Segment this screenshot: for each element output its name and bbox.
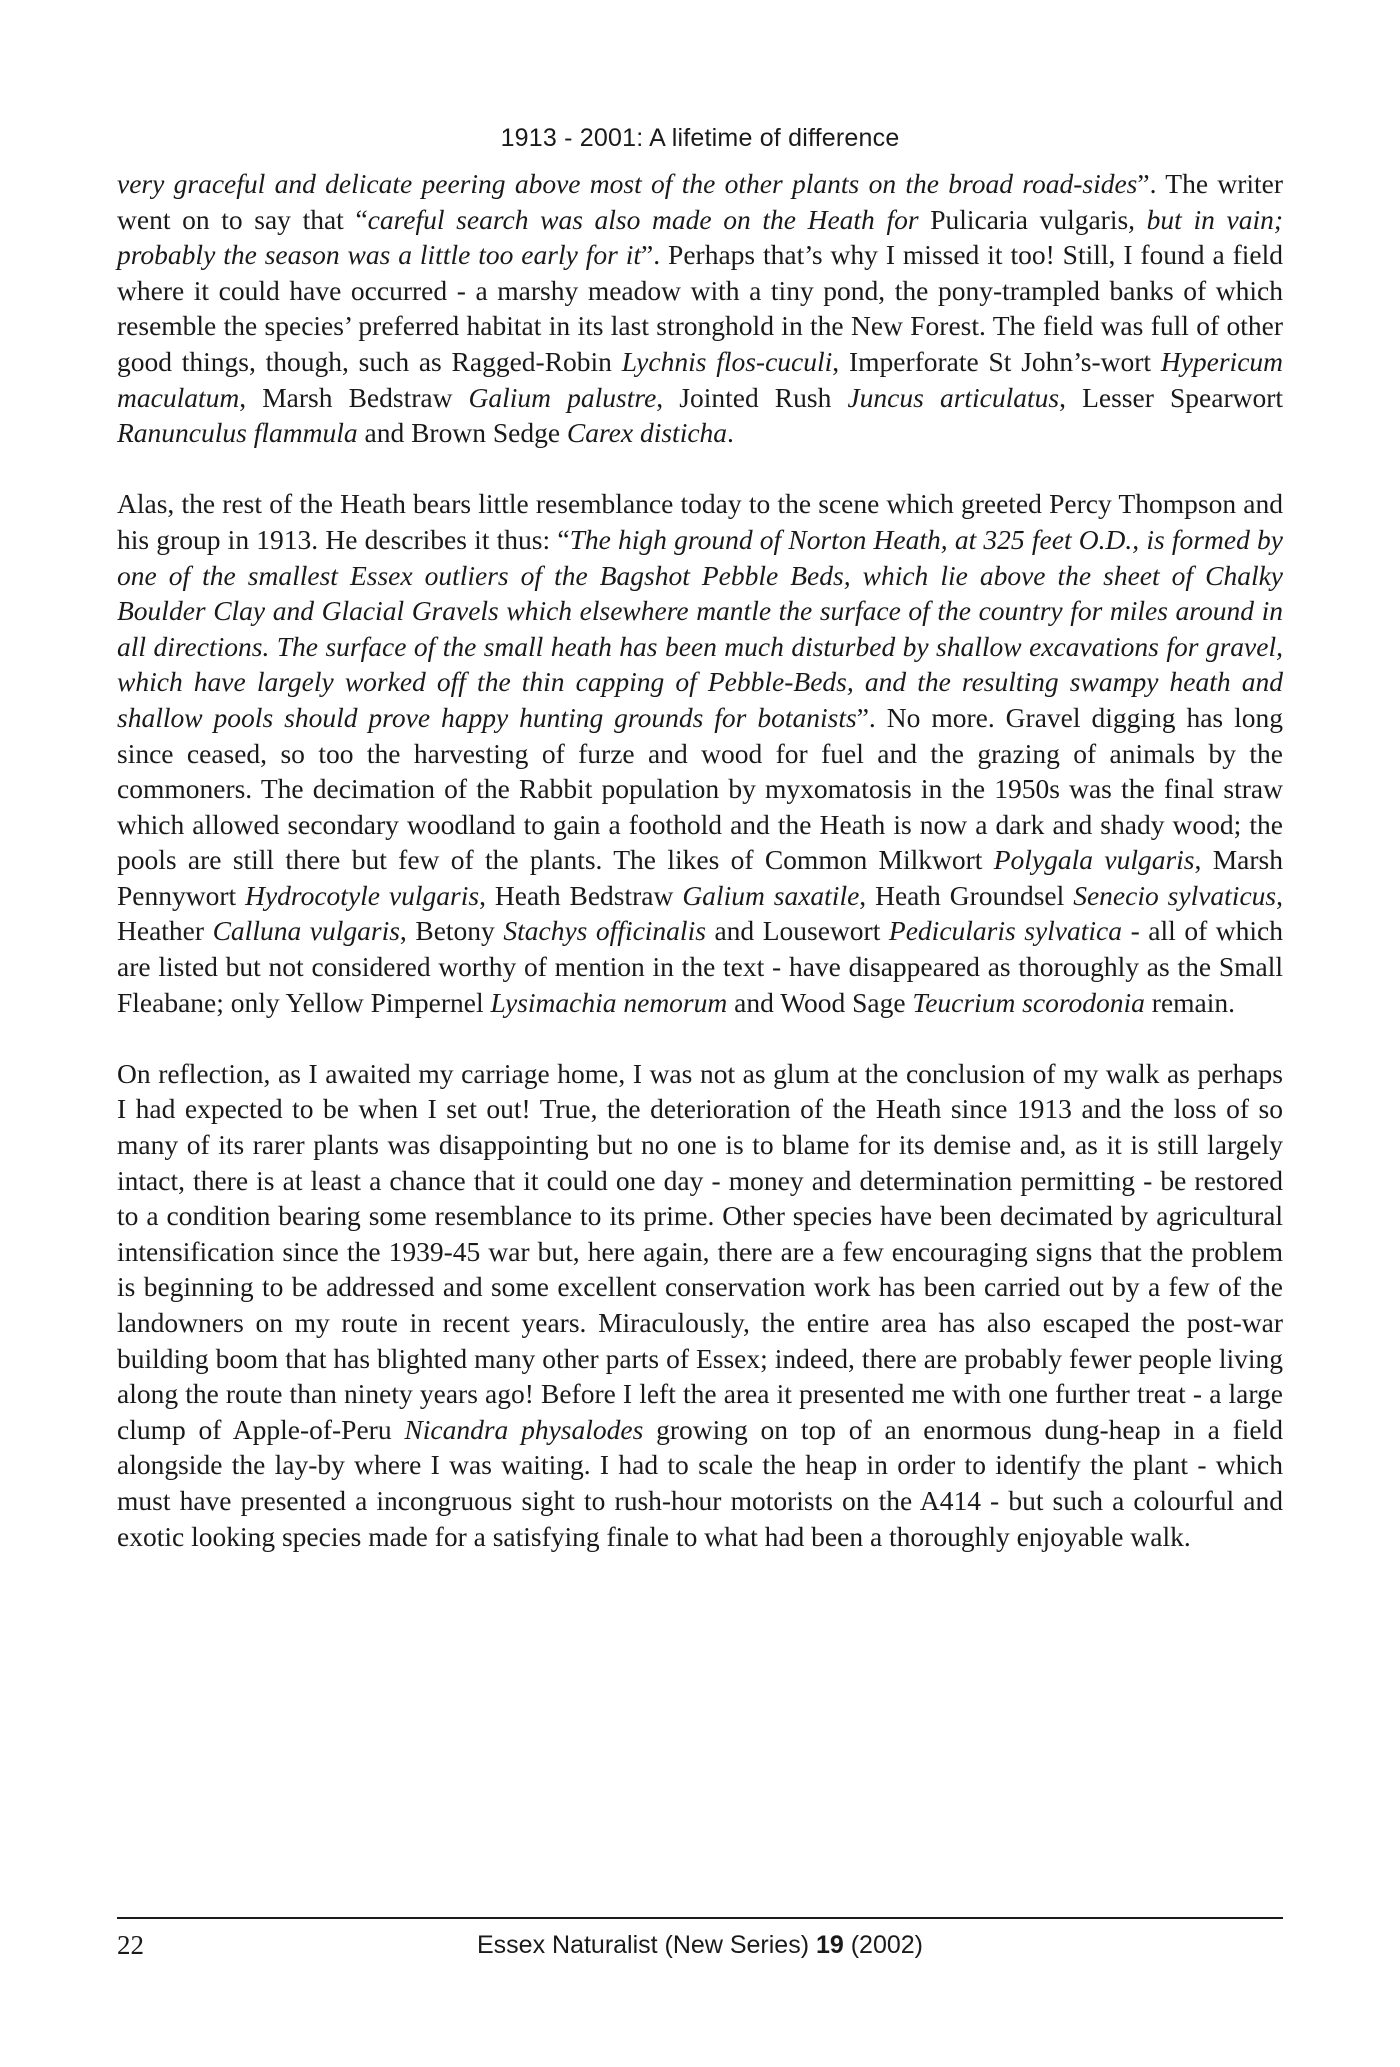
volume-number: 19 bbox=[815, 1931, 844, 1959]
italic-run: Galium palustre bbox=[468, 381, 657, 413]
italic-run: very graceful and delicate peering above most of the other plants on the broad road-sides bbox=[117, 168, 1138, 199]
publication-year: (2002) bbox=[843, 1931, 923, 1959]
text-run: ”. Perhaps that’s why I missed it too! Still, I found a field where it could have occurred - a marshy meadow with a tiny pond, the pony-trampled banks of which resemble the species’ preferred habitat in its last stronghold in the New Forest. The field was full of other good things, though, such as Ragged-Robin bbox=[117, 239, 1284, 377]
text-run: , Marsh Bedstraw bbox=[239, 381, 469, 413]
italic-run: Hydrocotyle vulgaris bbox=[245, 879, 480, 911]
page-number: 22 bbox=[117, 1930, 144, 1960]
text-run: - all of which are listed but not considered worthy of mention in the text - have disappeared as thoroughly as the Small Fleabane; only Yellow Pimpernel bbox=[117, 915, 1283, 1018]
text-run: , Lesser Spearwort bbox=[1059, 381, 1284, 413]
italic-run: The high ground of Norton Heath, at 325 feet O.D., is formed by one of the smallest Essex outliers of the Bagshot Pebble Beds, which lie above the sheet of Chalky Boulder Clay and Glacial Gravels which elsewhere mantle the surface of the country for miles around in all directions. The surface of the small heath has been much disturbed by shallow excavations for gravel, which have largely worked off the thin capping of Pebble-Beds, and the resulting swampy heath and shallow pools should prove happy hunting grounds for botanists bbox=[117, 523, 1283, 733]
text-run: , Heath Bedstraw bbox=[479, 879, 683, 911]
italic-run: Lysimachia nemorum bbox=[490, 986, 728, 1018]
text-run: . bbox=[727, 417, 734, 449]
italic-run: Lychnis flos-cuculi bbox=[621, 345, 833, 377]
text-run: Alas, the rest of the Heath bears little resemblance today to the scene which greeted Percy Thompson and his group in 1913. He describes it thus: “ bbox=[117, 488, 1283, 555]
paragraph bbox=[117, 486, 1283, 1020]
italic-run: Stachys officinalis bbox=[503, 915, 706, 947]
italic-run: Nicandra physalodes bbox=[404, 1413, 644, 1445]
italic-run: Calluna vulgaris bbox=[212, 915, 400, 947]
article-body bbox=[117, 166, 1283, 1554]
italic-run: Polygala vulgaris bbox=[993, 844, 1195, 876]
text-run: remain. bbox=[1144, 986, 1236, 1018]
italic-run: Senecio sylvaticus bbox=[1073, 879, 1277, 911]
italic-run: Galium saxatile bbox=[682, 879, 860, 911]
italic-run: Carex disticha bbox=[566, 417, 728, 449]
italic-run: Hypericum maculatum bbox=[117, 345, 1284, 413]
text-run: ”. The writer went on to say that “ bbox=[117, 168, 1283, 235]
footer-rule bbox=[117, 1917, 1283, 1919]
text-run: ”. No more. Gravel digging has long since ceased, so too the harvesting of furze and wood for fuel and the grazing of animals by the commoners. The decimation of the Rabbit population by myxomatosis in the 1950s was the final straw which allowed secondary woodland to gain a foothold and the Heath is now a dark and shady wood; the pools are still there but few of the plants. The likes of Common Milkwort bbox=[117, 701, 1284, 876]
text-run: and Lousewort bbox=[705, 915, 889, 947]
italic-run: Teucrium scorodonia bbox=[912, 986, 1145, 1018]
journal-reference bbox=[0, 1929, 1400, 1961]
italic-run: Pedicularis sylvatica bbox=[888, 915, 1123, 947]
text-run: and Wood Sage bbox=[727, 986, 913, 1018]
text-run: and Brown Sedge bbox=[357, 417, 567, 449]
text-run: , Heath Groundsel bbox=[859, 879, 1074, 911]
italic-run: careful search was also made on the Heath for bbox=[367, 203, 931, 235]
text-run: , Marsh Pennywort bbox=[117, 844, 1283, 911]
italic-run: Juncus articulatus bbox=[847, 381, 1060, 413]
text-run: growing on top of an enormous dung-heap in a field alongside the lay-by where I was waiting. I had to scale the heap in order to identify the plant - which must have presented a incongruous sight to rush-hour motorists on the A414 - but such a colourful and exotic looking species made for a satisfying finale to what had been a thoroughly enjoyable walk. bbox=[117, 1413, 1283, 1552]
text-run: , Jointed Rush bbox=[656, 381, 848, 413]
text-run: , Heather bbox=[117, 879, 1283, 947]
italic-run: Ranunculus flammula bbox=[117, 417, 358, 449]
text-run: On reflection, as I awaited my carriage home, I was not as glum at the conclusion of my walk as perhaps I had expected to be when I set out! True, the deterioration of the Heath since 1913 and the loss of so many of its rarer plants was disappointing but no one is to blame for its demise and, as it is still largely intact, there is at least a chance that it could one day - money and determination permitting - be restored to a condition bearing some resemblance to its prime. Other species have been decimated by agricultural intensification since the 1939-45 war but, here again, there are a few encouraging signs that the problem is beginning to be addressed and some excellent conservation work has been carried out by a few of the landowners on my route in recent years. Miraculously, the entire area has also escaped the post-war building boom that has blighted many other parts of Essex; indeed, there are probably fewer people living along the route than ninety years ago! Before I left the area it presented me with one further treat - a large clump of Apple-of-Peru bbox=[117, 1057, 1283, 1445]
text-run: Pulicaria vulgaris bbox=[930, 203, 1129, 235]
text-run: , Betony bbox=[399, 915, 504, 947]
paragraph bbox=[117, 1056, 1283, 1554]
paragraph bbox=[117, 166, 1283, 451]
journal-name: Essex Naturalist (New Series) bbox=[476, 1931, 816, 1959]
italic-run: , but in vain; probably the season was a little too early for it bbox=[117, 203, 1284, 271]
text-run: , Imperforate St John’s-wort bbox=[832, 345, 1161, 377]
running-head: 1913 - 2001: A lifetime of difference bbox=[500, 124, 900, 152]
